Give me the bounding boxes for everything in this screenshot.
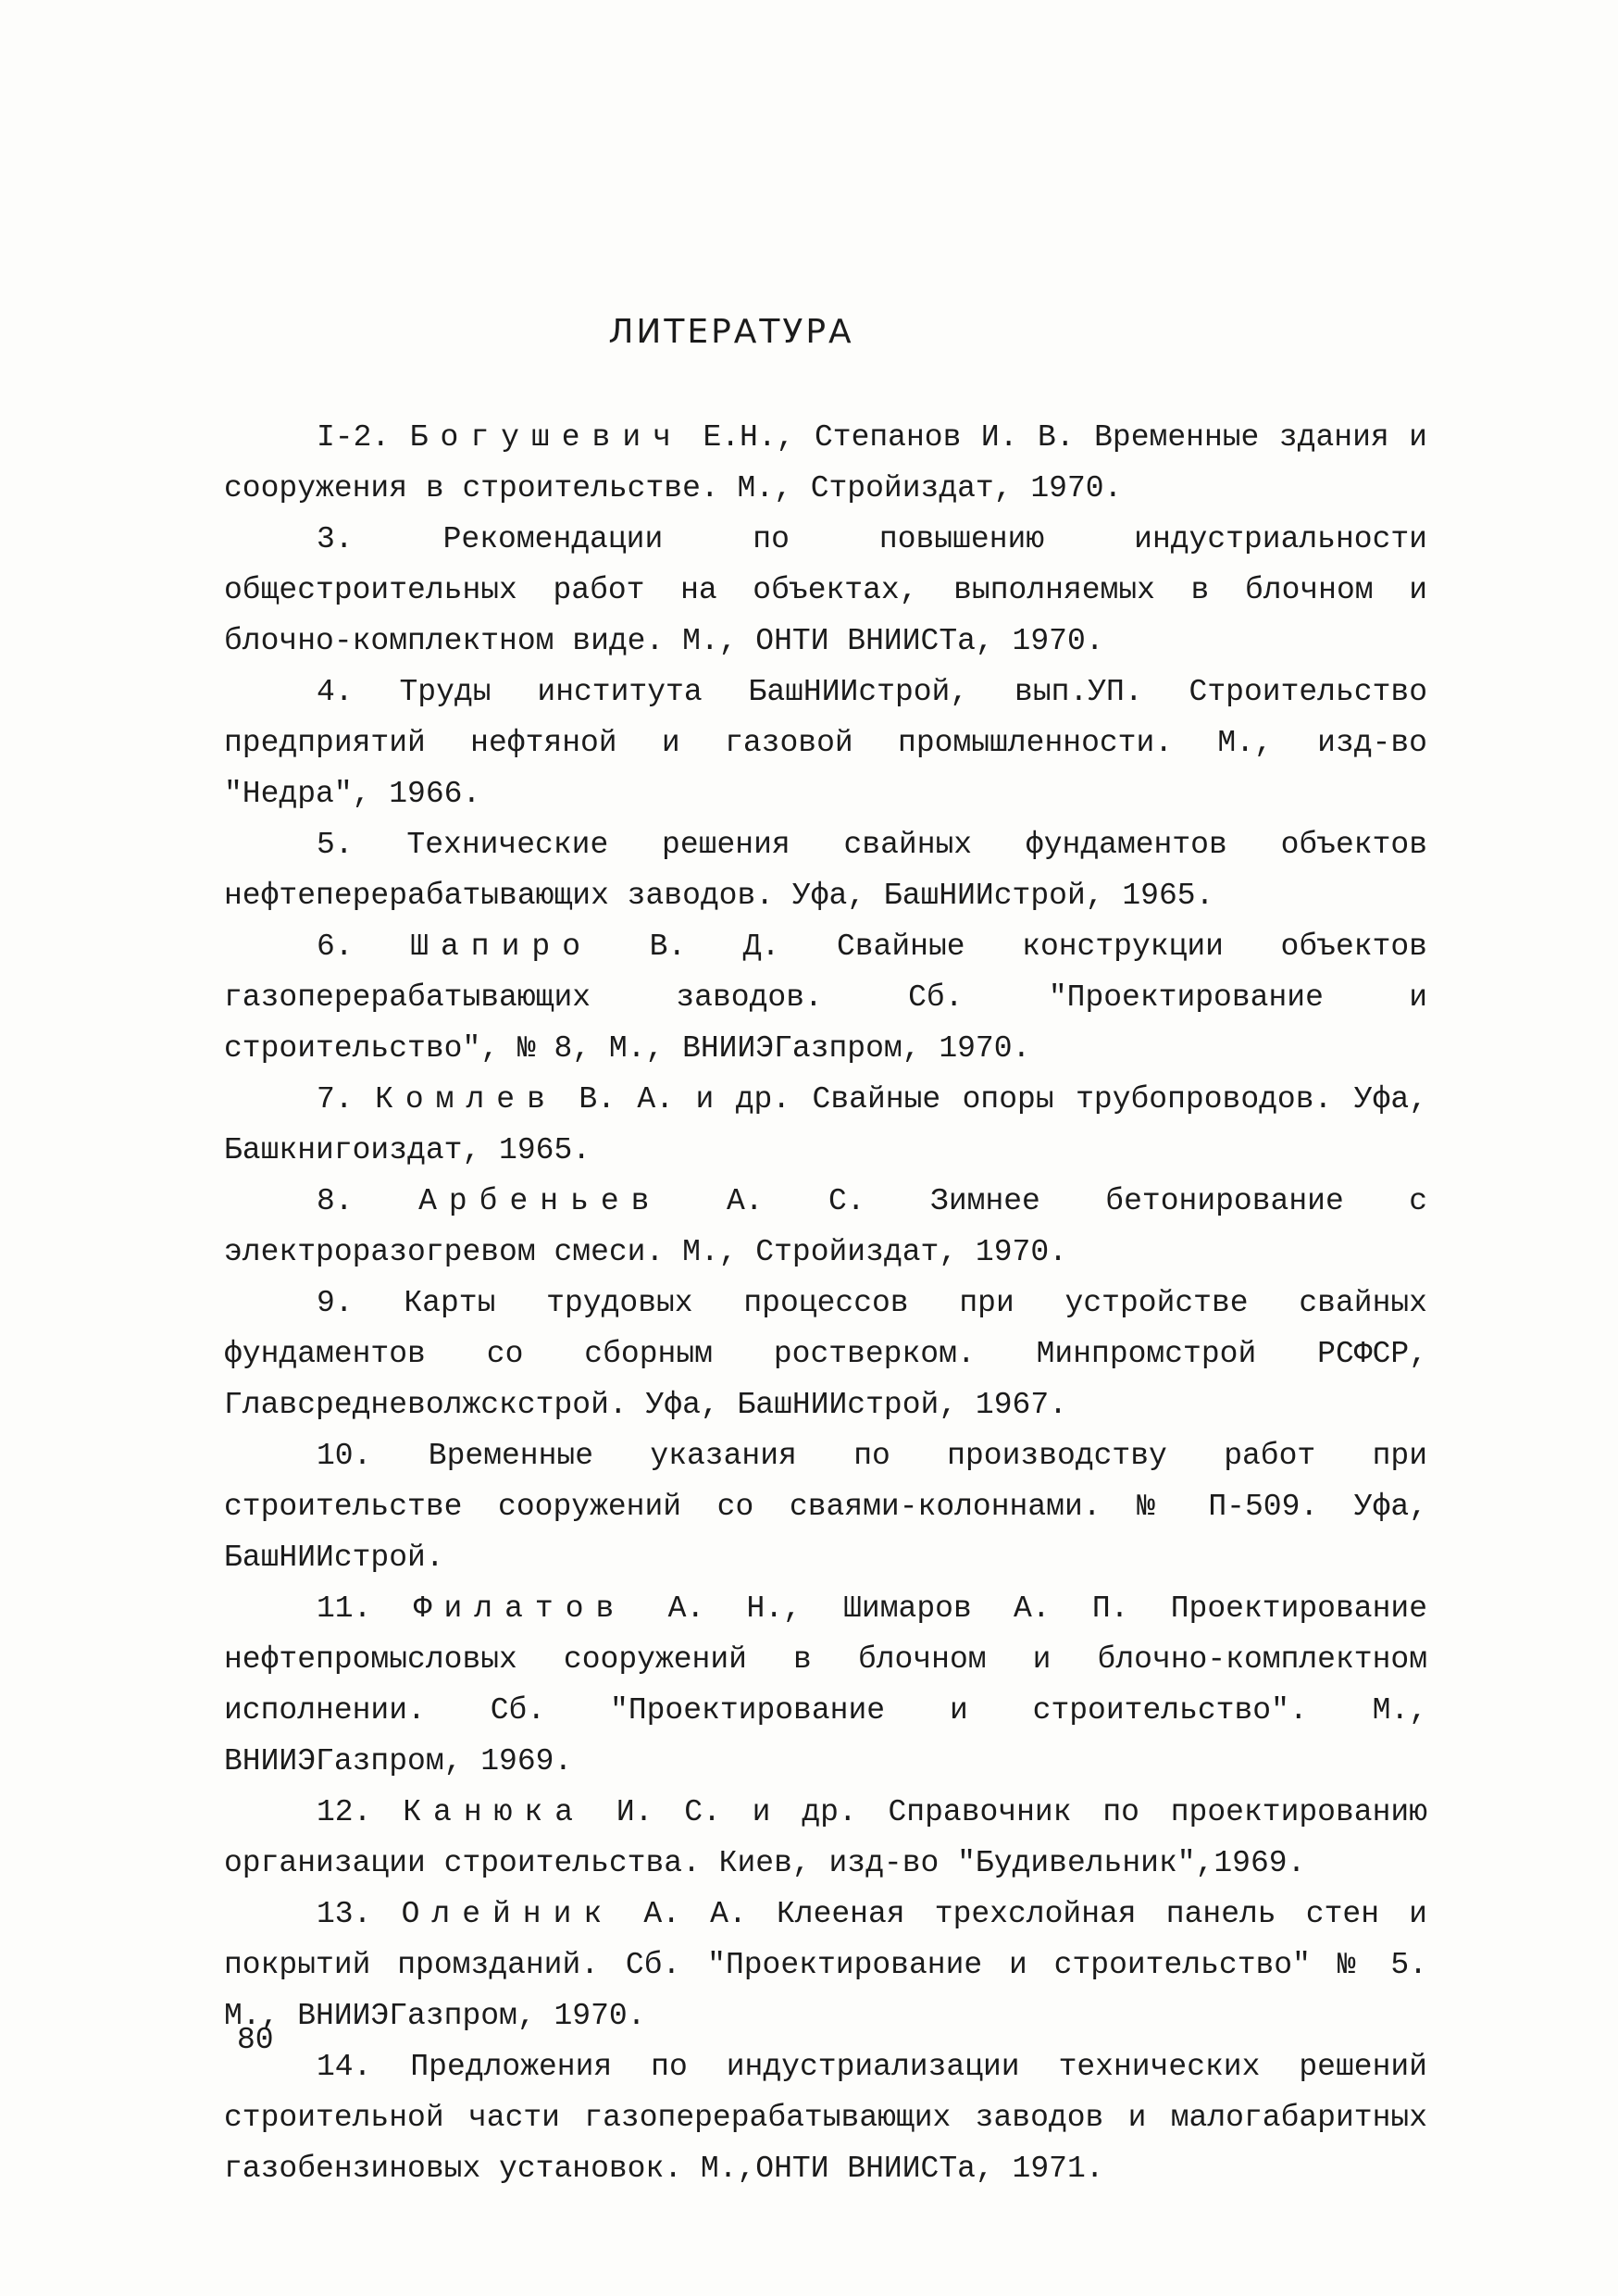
reference-item — [224, 1787, 1427, 1889]
reference-number: 7. — [317, 1082, 376, 1117]
reference-author: Канюка — [403, 1795, 586, 1829]
reference-author: Филатов — [413, 1591, 627, 1626]
page-number: 80 — [237, 2023, 274, 2057]
reference-author: Арбеньев — [418, 1184, 662, 1218]
reference-item — [224, 1889, 1427, 2041]
reference-author: Олейник — [401, 1897, 615, 1931]
reference-item — [224, 412, 1427, 514]
reference-author: Шапиро — [410, 930, 593, 964]
reference-number: I-2. — [317, 420, 410, 455]
reference-number: 11. — [317, 1591, 414, 1626]
reference-item — [224, 2041, 1427, 2194]
reference-text: В. Д. Свайные конструкции объектов газоперерабатывающих заводов. Сб. "Проектирование и строительство", № 8, М., ВНИИЭГазпром, 1970. — [224, 930, 1427, 1066]
reference-text: А. Н., Шимаров А. П. Проектирование нефтепромысловых сооружений в блочном и блочно-комплектном исполнении. Сб. "Проектирование и строительство". М., ВНИИЭГазпром, 1969. — [224, 1591, 1428, 1778]
reference-list — [224, 412, 1427, 2194]
reference-number: 8. — [317, 1184, 419, 1218]
reference-number: 12. — [317, 1795, 404, 1829]
reference-text: Е.Н., Степанов И. В. Временные здания и сооружения в строительстве. М., Стройиздат, 1970. — [224, 420, 1427, 505]
reference-author: Комлев — [375, 1082, 557, 1117]
reference-text: А. А. Клееная трехслойная панель стен и покрытий промзданий. Сб. "Проектирование и строительство" № 5. М., ВНИИЭГазпром, 1970. — [224, 1897, 1427, 2033]
reference-text: 3. Рекомендации по повышению индустриальности общестроительных работ на объектах, выполняемых в блочном и блочно-комплектном виде. М., ОНТИ ВНИИСТа, 1970. — [224, 522, 1427, 658]
reference-author: Богушевич — [409, 420, 683, 455]
reference-item — [224, 1074, 1427, 1176]
reference-item — [224, 514, 1427, 667]
reference-text: В. А. и др. Свайные опоры трубопроводов. Уфа, Башкнигоиздат, 1965. — [224, 1082, 1427, 1167]
reference-item — [224, 667, 1427, 819]
reference-number: 13. — [317, 1897, 402, 1931]
page-title: ЛИТЕРАТУРА — [608, 313, 854, 351]
reference-item — [224, 1278, 1427, 1430]
reference-text: 10. Временные указания по производству работ при строительстве сооружений со сваями-колоннами. № П-509. Уфа, БашНИИстрой. — [224, 1439, 1427, 1575]
reference-text: А. С. Зимнее бетонирование с электроразогревом смеси. М., Стройиздат, 1970. — [224, 1184, 1427, 1269]
reference-text: И. С. и др. Справочник по проектированию организации строительства. Киев, изд-во "Будивельник",1969. — [224, 1795, 1427, 1880]
reference-text: 4. Труды института БашНИИстрой, вып.УП. Строительство предприятий нефтяной и газовой промышленности. М., изд-во "Недра", 1966. — [224, 675, 1427, 811]
reference-item — [224, 921, 1427, 1074]
reference-item — [224, 819, 1427, 921]
reference-text: 5. Технические решения свайных фундаментов объектов нефтеперерабатывающих заводов. Уфа, БашНИИстрой, 1965. — [224, 828, 1427, 913]
reference-item — [224, 1176, 1427, 1278]
reference-number: 6. — [317, 930, 411, 964]
reference-item — [224, 1583, 1427, 1787]
reference-text: 14. Предложения по индустриализации технических решений строительной части газоперерабатывающих заводов и малогабаритных газобензиновых установок. М.,ОНТИ ВНИИСТа, 1971. — [224, 2050, 1427, 2186]
reference-text: 9. Карты трудовых процессов при устройстве свайных фундаментов со сборным ростверком. Минпромстрой РСФСР, Главсредневолжскстрой. Уфа, БашНИИстрой, 1967. — [224, 1286, 1427, 1422]
reference-item — [224, 1430, 1427, 1583]
